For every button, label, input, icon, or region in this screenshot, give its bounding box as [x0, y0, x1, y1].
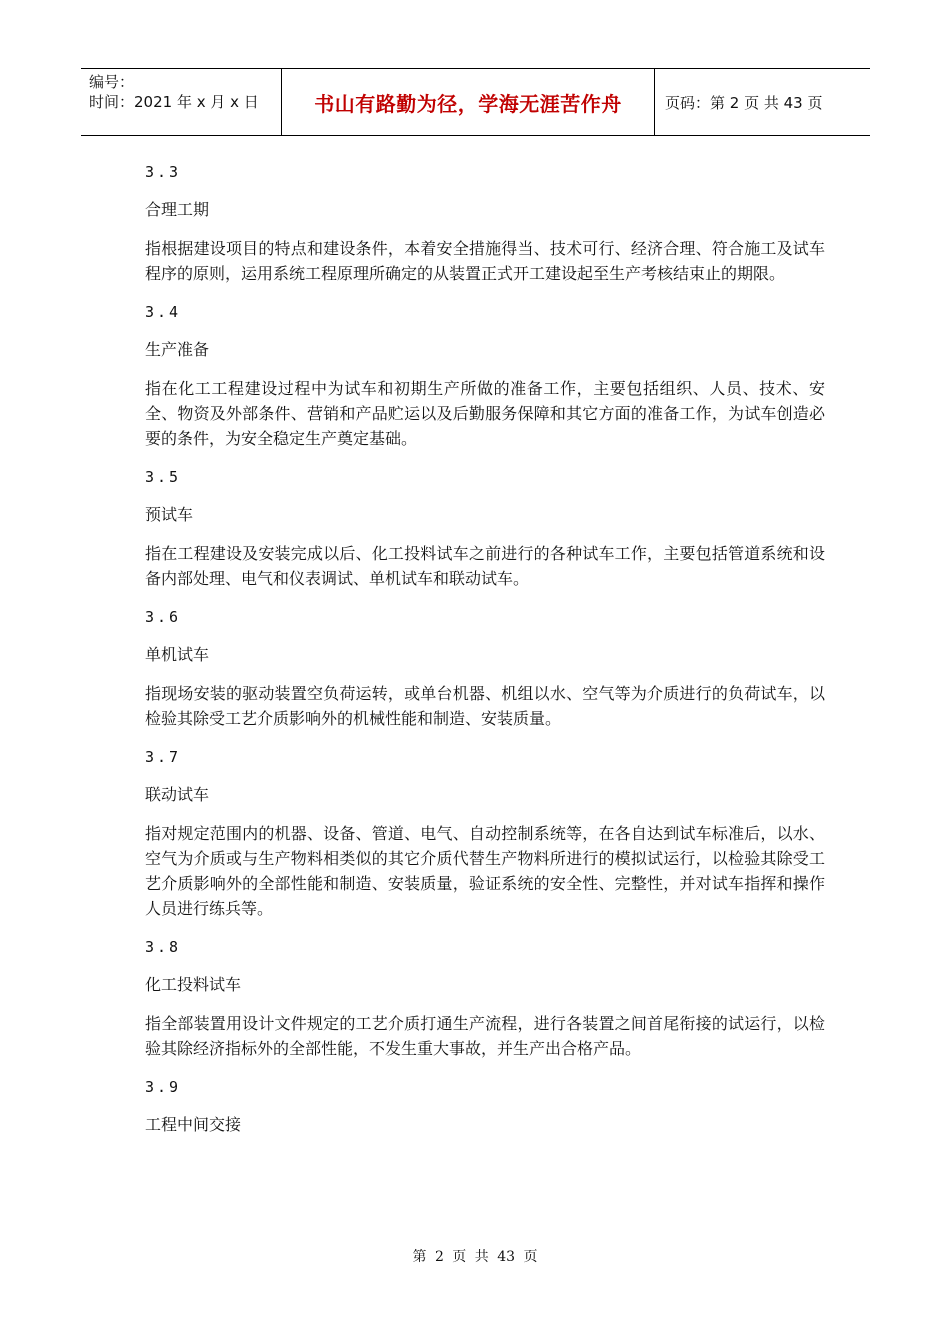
section-term: 化工投料试车: [145, 975, 242, 994]
section-term: 预试车: [145, 505, 194, 524]
section-term: 生产准备: [145, 340, 210, 359]
section-definition: 指对规定范围内的机器、设备、管道、电气、自动控制系统等，在各自达到试车标准后，以水、空气为介质或与生产物料相类似的其它介质代替生产物料所进行的模拟试运行，以检验其除受工艺介质影响外的全部性能和制造、安装质量，验证系统的安全性、完整性，并对试车指挥和操作人员进行练兵等。: [145, 824, 825, 918]
section-definition: 指在工程建设及安装完成以后、化工投料试车之前进行的各种试车工作，主要包括管道系统和设备内部处理、电气和仪表调试、单机试车和联动试车。: [145, 544, 825, 588]
section-number: 3.7: [145, 748, 182, 766]
section-definition: 指全部装置用设计文件规定的工艺介质打通生产流程，进行各装置之间首尾衔接的试运行，以检验其除经济指标外的全部性能，不发生重大事故，并生产出合格产品。: [145, 1014, 825, 1058]
section-definition: 指在化工工程建设过程中为试车和初期生产所做的准备工作，主要包括组织、人员、技术、安全、物资及外部条件、营销和产品贮运以及后勤服务保障和其它方面的准备工作，为试车创造必要的条件，为安全稳定生产奠定基础。: [145, 379, 825, 448]
document-number-label: 编号：: [89, 73, 135, 91]
section-term: 联动试车: [145, 785, 210, 804]
document-body: [145, 160, 825, 1151]
section-number: 3.4: [145, 303, 182, 321]
section-3-4: [145, 300, 825, 451]
section-3-5: [145, 465, 825, 591]
section-term: 单机试车: [145, 645, 210, 664]
header-motto: 书山有路勤为径，学海无涯苦作舟: [282, 69, 655, 135]
section-definition: 指现场安装的驱动装置空负荷运转，或单台机器、机组以水、空气等为介质进行的负荷试车，以检验其除受工艺介质影响外的机械性能和制造、安装质量。: [145, 684, 825, 728]
page-footer: 第 2 页 共 43 页: [412, 1249, 538, 1265]
section-number: 3.6: [145, 608, 182, 626]
section-3-7: [145, 745, 825, 921]
document-date: 时间：2021 年 x 月 x 日: [89, 93, 259, 111]
section-term: 工程中间交接: [145, 1115, 242, 1134]
section-term: 合理工期: [145, 200, 210, 219]
section-number: 3.3: [145, 163, 182, 181]
section-number: 3.5: [145, 468, 182, 486]
section-number: 3.8: [145, 938, 182, 956]
header-meta: [81, 69, 282, 135]
section-number: 3.9: [145, 1078, 182, 1096]
page-header: [81, 68, 870, 136]
header-page-info: 页码：第 2 页 共 43 页: [665, 93, 823, 112]
section-3-3: [145, 160, 825, 286]
section-definition: 指根据建设项目的特点和建设条件，本着安全措施得当、技术可行、经济合理、符合施工及试车程序的原则，运用系统工程原理所确定的从装置正式开工建设起至生产考核结束止的期限。: [145, 239, 825, 283]
section-3-6: [145, 605, 825, 731]
section-3-8: [145, 935, 825, 1061]
section-3-9: [145, 1075, 825, 1137]
